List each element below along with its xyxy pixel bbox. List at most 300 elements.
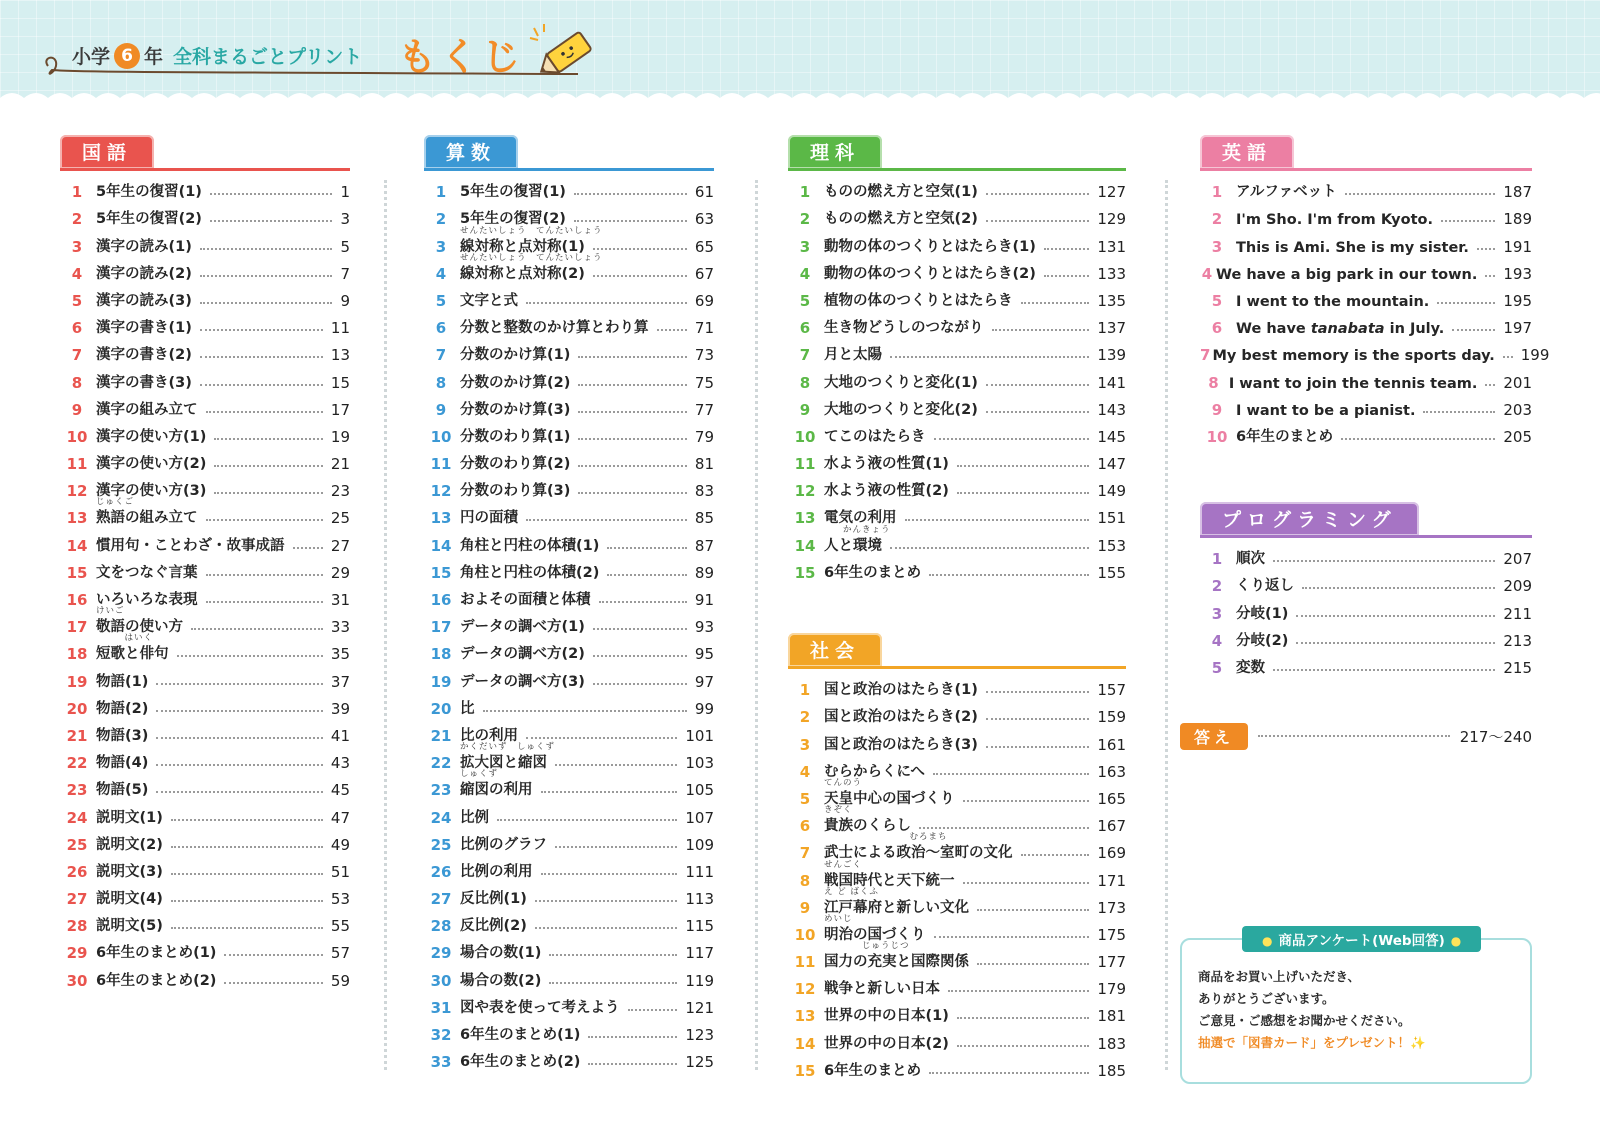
item-title — [822, 371, 978, 395]
subject-tab[interactable]: 社会 — [788, 633, 882, 667]
item-number: 23 — [66, 781, 88, 800]
furigana: めいじ — [824, 913, 853, 924]
item-title-text: My best memory is the sports day. — [1212, 348, 1495, 365]
toc-row[interactable] — [788, 204, 1126, 231]
item-title-text: I want to be a pianist. — [1236, 402, 1416, 419]
item-title-text: 大地のつくりと変化(1) — [824, 374, 978, 391]
item-title — [94, 371, 192, 395]
toc-row[interactable] — [788, 367, 1126, 394]
item-title — [458, 452, 570, 476]
page-number: 123 — [685, 1026, 714, 1044]
toc-row[interactable] — [1200, 626, 1532, 653]
toc-row[interactable] — [1200, 598, 1532, 625]
survey-line: 抽選で「図書カード」をプレゼント！ — [1198, 1035, 1411, 1050]
item-number: 31 — [430, 998, 452, 1017]
page-number: 201 — [1503, 373, 1532, 392]
survey-body — [1198, 966, 1426, 1054]
leader-dots — [541, 791, 678, 793]
item-title — [822, 235, 1036, 259]
page-number: 127 — [1097, 183, 1126, 202]
item-title-text: 比 — [460, 700, 475, 717]
subject-underline — [60, 168, 350, 171]
toc-row[interactable] — [60, 965, 350, 992]
page-number: 121 — [685, 998, 714, 1017]
item-title-text: 説明文(2) — [96, 836, 163, 853]
dot-icon: ● — [1450, 934, 1462, 948]
item-title-text: 天皇中心の国づくり — [824, 790, 955, 807]
item-number: 8 — [71, 373, 83, 392]
answers-row[interactable] — [1180, 722, 1532, 750]
section-programming — [1200, 502, 1532, 680]
furigana: むろまち — [824, 832, 948, 843]
toc-row[interactable] — [60, 633, 350, 666]
item-number: 13 — [430, 509, 452, 528]
toc-row[interactable] — [60, 802, 350, 829]
page-number: 9 — [340, 291, 350, 310]
toc-row[interactable] — [424, 612, 714, 639]
toc-row[interactable] — [424, 802, 714, 829]
subject-tab[interactable]: プログラミング — [1200, 502, 1419, 536]
leader-dots — [905, 519, 1090, 521]
toc-row[interactable] — [424, 1020, 714, 1047]
item-title-text: 6年生のまとめ — [824, 564, 922, 581]
page-number: 43 — [330, 754, 350, 773]
page-number: 193 — [1503, 264, 1532, 283]
item-title — [94, 497, 198, 530]
toc-row[interactable] — [60, 259, 350, 286]
item-number: 1 — [799, 183, 811, 202]
toc-row[interactable] — [1200, 544, 1532, 571]
item-number: 28 — [66, 917, 88, 936]
toc-row[interactable] — [60, 830, 350, 857]
page-number: 207 — [1503, 550, 1532, 569]
item-title-text: 短歌と俳句 — [96, 646, 169, 663]
toc-row[interactable] — [1200, 259, 1532, 286]
toc-row[interactable] — [1200, 204, 1532, 231]
toc-row[interactable] — [60, 721, 350, 748]
toc-row[interactable] — [424, 422, 714, 449]
title-small — [72, 42, 362, 69]
item-number: 2 — [71, 210, 83, 229]
page-number: 147 — [1097, 455, 1126, 474]
page-number: 77 — [694, 400, 714, 419]
toc-row[interactable] — [788, 675, 1126, 702]
page-number: 1 — [340, 183, 350, 202]
subject-tab[interactable]: 英語 — [1200, 135, 1294, 169]
toc-list — [424, 177, 714, 1074]
toc-row[interactable] — [424, 993, 714, 1020]
page-number: 69 — [694, 291, 714, 310]
toc-row[interactable] — [60, 497, 350, 530]
subject-tab[interactable]: 算数 — [424, 135, 518, 169]
item-title — [458, 425, 570, 449]
item-title — [458, 506, 518, 530]
item-number: 15 — [794, 1061, 816, 1080]
item-title — [458, 252, 603, 286]
toc-row[interactable] — [60, 449, 350, 476]
item-title — [94, 452, 206, 476]
leader-dots — [574, 220, 687, 222]
toc-row[interactable] — [788, 524, 1126, 557]
toc-row[interactable] — [60, 177, 350, 204]
item-number: 17 — [430, 618, 452, 637]
toc-row[interactable] — [60, 666, 350, 693]
item-number: 6 — [1211, 319, 1223, 338]
item-number: 2 — [799, 210, 811, 229]
page-number: 109 — [685, 835, 714, 854]
toc-row[interactable] — [1200, 340, 1550, 367]
item-title-text: 分数と整数のかけ算とわり算 — [460, 320, 649, 337]
leader-dots — [535, 927, 678, 929]
item-number: 5 — [1211, 291, 1223, 310]
leader-dots — [578, 384, 687, 386]
toc-row[interactable] — [424, 503, 714, 530]
item-number: 24 — [430, 808, 452, 827]
toc-row[interactable] — [788, 1056, 1126, 1083]
item-title-text: 分数のわり算(1) — [460, 428, 571, 445]
answers-pages: 217～240 — [1459, 727, 1532, 746]
subject-tab[interactable]: 理科 — [788, 135, 882, 169]
toc-row[interactable] — [424, 449, 714, 476]
toc-row[interactable] — [788, 395, 1126, 422]
toc-row[interactable] — [788, 259, 1126, 286]
toc-row[interactable] — [424, 252, 714, 286]
page-number: 137 — [1097, 319, 1126, 338]
leader-dots — [593, 248, 687, 250]
item-title-italic: tanabata — [1310, 321, 1385, 338]
toc-row[interactable] — [1200, 313, 1532, 340]
toc-row[interactable] — [788, 231, 1126, 258]
toc-row[interactable] — [60, 286, 350, 313]
item-title-text: 分数のわり算(2) — [460, 456, 571, 473]
toc-row[interactable] — [788, 422, 1126, 449]
item-title — [94, 697, 148, 721]
toc-row[interactable] — [1200, 571, 1532, 598]
leader-dots — [1477, 248, 1495, 250]
item-number: 8 — [799, 871, 811, 890]
page-number: 17 — [330, 400, 350, 419]
toc-row[interactable] — [60, 313, 350, 340]
item-title — [1234, 574, 1294, 598]
toc-row[interactable] — [1200, 367, 1532, 394]
toc-row[interactable] — [60, 775, 350, 802]
item-title-text: 国と政治のはたらき(1) — [824, 682, 978, 699]
toc-row[interactable] — [424, 558, 714, 585]
page-number: 131 — [1097, 237, 1126, 256]
item-number: 8 — [1208, 373, 1219, 392]
item-title-text: 大地のつくりと変化(2) — [824, 401, 978, 418]
leader-dots — [657, 329, 687, 331]
toc-row[interactable] — [424, 938, 714, 965]
toc-row[interactable] — [424, 340, 714, 367]
toc-row[interactable] — [60, 748, 350, 775]
page-number: 143 — [1097, 400, 1126, 419]
item-title — [458, 561, 599, 585]
furigana: はいく — [96, 633, 154, 644]
column-separator — [755, 180, 758, 1070]
item-title — [1210, 348, 1494, 367]
leader-dots — [1485, 384, 1495, 386]
leader-dots — [171, 927, 323, 929]
item-title-text: 文字と式 — [460, 292, 518, 309]
item-number: 10 — [1206, 427, 1228, 446]
toc-row[interactable] — [60, 884, 350, 911]
page-number: 183 — [1097, 1034, 1126, 1053]
item-number: 33 — [430, 1053, 452, 1072]
series-title: 全科まるごとプリント — [173, 46, 363, 68]
item-title — [458, 769, 533, 802]
page-number: 105 — [685, 781, 714, 800]
item-number: 20 — [430, 699, 452, 718]
item-number: 23 — [430, 781, 452, 800]
item-title-text: 6年生のまとめ(2) — [96, 972, 217, 989]
toc-row[interactable] — [788, 313, 1126, 340]
leader-dots — [1296, 642, 1495, 644]
leader-dots — [156, 764, 323, 766]
subject-underline — [1200, 168, 1532, 171]
toc-row[interactable] — [60, 911, 350, 938]
furigana: かくだいず しゅくず — [460, 742, 556, 753]
toc-row[interactable] — [788, 1028, 1126, 1055]
item-title — [94, 806, 163, 830]
page-number: 59 — [330, 971, 350, 990]
item-title — [458, 534, 599, 558]
item-title — [822, 479, 949, 503]
item-title-text: 反比例(2) — [460, 918, 527, 935]
leader-dots — [549, 954, 677, 956]
toc-row[interactable] — [788, 558, 1126, 585]
toc-row[interactable] — [60, 558, 350, 585]
item-number: 21 — [66, 726, 88, 745]
toc-row[interactable] — [424, 769, 714, 802]
leader-dots — [200, 248, 333, 250]
subject-tab[interactable]: 国語 — [60, 135, 154, 169]
page-number: 159 — [1097, 708, 1126, 727]
item-number: 9 — [1211, 400, 1223, 419]
item-title-text: 5年生の復習(2) — [460, 211, 566, 228]
item-number: 26 — [430, 862, 452, 881]
toc-row[interactable] — [788, 729, 1126, 756]
toc-row[interactable] — [424, 476, 714, 503]
item-title — [94, 343, 192, 367]
leader-dots — [1021, 854, 1090, 856]
page-number: 55 — [330, 917, 350, 936]
item-title-text: ものの燃え方と空気(1) — [824, 184, 978, 201]
page-number: 185 — [1097, 1061, 1126, 1080]
item-number: 17 — [66, 618, 88, 637]
item-number: 29 — [430, 944, 452, 963]
toc-row[interactable] — [424, 911, 714, 938]
page-number: 125 — [685, 1053, 714, 1072]
item-number: 12 — [794, 482, 816, 501]
page-number: 83 — [694, 482, 714, 501]
leader-dots — [578, 492, 687, 494]
item-title — [94, 778, 148, 802]
item-title-text: 場合の数(2) — [460, 972, 542, 989]
item-title — [458, 588, 591, 612]
page-number: 15 — [330, 373, 350, 392]
item-title-text: I'm Sho. I'm from Kyoto. — [1236, 212, 1433, 229]
toc-row[interactable] — [60, 694, 350, 721]
toc-row[interactable] — [424, 857, 714, 884]
page-number: 23 — [330, 482, 350, 501]
item-number: 21 — [430, 726, 452, 745]
item-title-text: 線対称と点対称(2) — [460, 265, 585, 282]
item-title — [1234, 656, 1265, 680]
item-number: 30 — [66, 971, 88, 990]
toc-row[interactable] — [60, 422, 350, 449]
toc-row[interactable] — [1200, 177, 1532, 204]
item-number: 9 — [435, 400, 447, 419]
item-title-text: 世界の中の日本(2) — [824, 1035, 949, 1052]
toc-row[interactable] — [788, 286, 1126, 313]
survey-tab[interactable] — [1242, 926, 1481, 952]
page-number: 177 — [1097, 953, 1126, 972]
leader-dots — [497, 819, 677, 821]
toc-row[interactable] — [60, 340, 350, 367]
item-title — [822, 1059, 921, 1083]
page-number: 141 — [1097, 373, 1126, 392]
page-number: 63 — [694, 210, 714, 229]
toc-row[interactable] — [788, 476, 1126, 503]
item-title-text: 円の面積 — [460, 510, 518, 527]
item-number: 2 — [1211, 577, 1223, 596]
toc-row[interactable] — [60, 395, 350, 422]
item-title-text: 6年生のまとめ(2) — [460, 1054, 581, 1071]
item-title — [94, 398, 198, 422]
item-title — [458, 642, 585, 666]
toc-row[interactable] — [424, 395, 714, 422]
item-title-text: 6年生のまとめ(1) — [460, 1027, 581, 1043]
leader-dots — [1273, 560, 1495, 562]
toc-row[interactable] — [1200, 422, 1532, 449]
item-title-text: データの調べ方(1) — [460, 619, 585, 636]
leader-dots — [214, 465, 323, 467]
toc-row[interactable] — [788, 702, 1126, 729]
leader-dots — [1503, 356, 1513, 358]
leader-dots — [526, 302, 687, 304]
toc-row[interactable] — [788, 340, 1126, 367]
item-title — [822, 705, 978, 729]
toc-row[interactable] — [60, 204, 350, 231]
leader-dots — [526, 519, 687, 521]
toc-row[interactable] — [424, 286, 714, 313]
leader-dots — [549, 982, 677, 984]
item-number: 13 — [66, 509, 88, 528]
item-title — [822, 977, 940, 1001]
leader-dots — [171, 819, 323, 821]
item-number: 1 — [1211, 183, 1223, 202]
item-title-text: くり返し — [1236, 578, 1294, 595]
item-title-text: 比例のグラフ — [460, 836, 547, 853]
toc-row[interactable] — [424, 830, 714, 857]
page-number: 149 — [1097, 482, 1126, 501]
toc-row[interactable] — [60, 857, 350, 884]
toc-list — [1200, 177, 1550, 449]
item-title-text: 5年生の復習(1) — [460, 184, 566, 201]
item-title-text: 漢字の読み(2) — [96, 265, 192, 282]
item-title — [458, 697, 475, 721]
item-title — [458, 996, 620, 1020]
toc-row[interactable] — [424, 666, 714, 693]
leader-dots — [578, 356, 687, 358]
toc-row[interactable] — [424, 639, 714, 666]
item-title-text: 植物の体のつくりとはたらき — [824, 292, 1013, 309]
page-number: 35 — [330, 645, 350, 664]
item-title-text: I went to the mountain. — [1236, 293, 1430, 310]
item-title-text: 漢字の書き(1) — [96, 320, 192, 337]
item-number: 16 — [430, 591, 452, 609]
toc-row[interactable] — [1200, 653, 1532, 680]
section-kokugo — [60, 135, 350, 993]
toc-row[interactable] — [424, 884, 714, 911]
toc-row[interactable] — [424, 585, 714, 612]
page-number: 213 — [1503, 631, 1532, 650]
toc-row[interactable] — [788, 941, 1126, 974]
toc-row[interactable] — [424, 1047, 714, 1074]
toc-row[interactable] — [788, 449, 1126, 476]
leader-dots — [986, 718, 1090, 720]
page-number: 209 — [1503, 577, 1532, 596]
item-title — [1234, 321, 1444, 340]
leader-dots — [588, 1063, 677, 1065]
item-number: 10 — [430, 427, 452, 446]
toc-row[interactable] — [60, 231, 350, 258]
item-title-text: いろいろな表現 — [96, 592, 198, 608]
leader-dots — [957, 465, 1090, 467]
item-title — [458, 860, 533, 884]
leader-dots — [156, 710, 323, 712]
toc-row[interactable] — [1200, 395, 1532, 422]
item-title — [1234, 602, 1288, 626]
item-title-text: 水よう液の性質(2) — [824, 483, 949, 500]
item-title — [94, 969, 216, 993]
toc-row[interactable] — [788, 1001, 1126, 1028]
toc-row[interactable] — [424, 313, 714, 340]
item-number: 30 — [430, 971, 452, 990]
toc-row[interactable] — [424, 965, 714, 992]
toc-row[interactable] — [424, 530, 714, 557]
section-eigo — [1200, 135, 1550, 449]
item-title-text: 戦争と新しい日本 — [824, 981, 940, 998]
toc-row[interactable] — [1200, 286, 1532, 313]
toc-row[interactable] — [60, 367, 350, 394]
leader-dots — [977, 909, 1089, 911]
toc-row[interactable] — [788, 177, 1126, 204]
toc-row[interactable] — [788, 974, 1126, 1001]
toc-row[interactable] — [60, 938, 350, 965]
leader-dots — [890, 547, 1089, 549]
leader-dots — [977, 963, 1089, 965]
survey-line: ご意見・ご感想をお聞かせください。 — [1198, 1013, 1411, 1028]
toc-row[interactable] — [60, 530, 350, 557]
item-title-text: 漢字の使い方(2) — [96, 456, 207, 473]
toc-row[interactable] — [424, 694, 714, 721]
leader-dots — [535, 900, 678, 902]
item-title — [1234, 294, 1429, 313]
toc-row[interactable] — [1200, 231, 1532, 258]
page-number: 7 — [340, 264, 350, 283]
page-number: 167 — [1097, 817, 1126, 836]
toc-list — [788, 675, 1126, 1083]
toc-list — [788, 177, 1126, 585]
toc-row[interactable] — [424, 177, 714, 204]
leader-dots — [200, 356, 323, 358]
item-title — [1234, 403, 1415, 422]
leader-dots — [206, 574, 323, 576]
section-rika — [788, 135, 1126, 585]
toc-row[interactable] — [424, 367, 714, 394]
